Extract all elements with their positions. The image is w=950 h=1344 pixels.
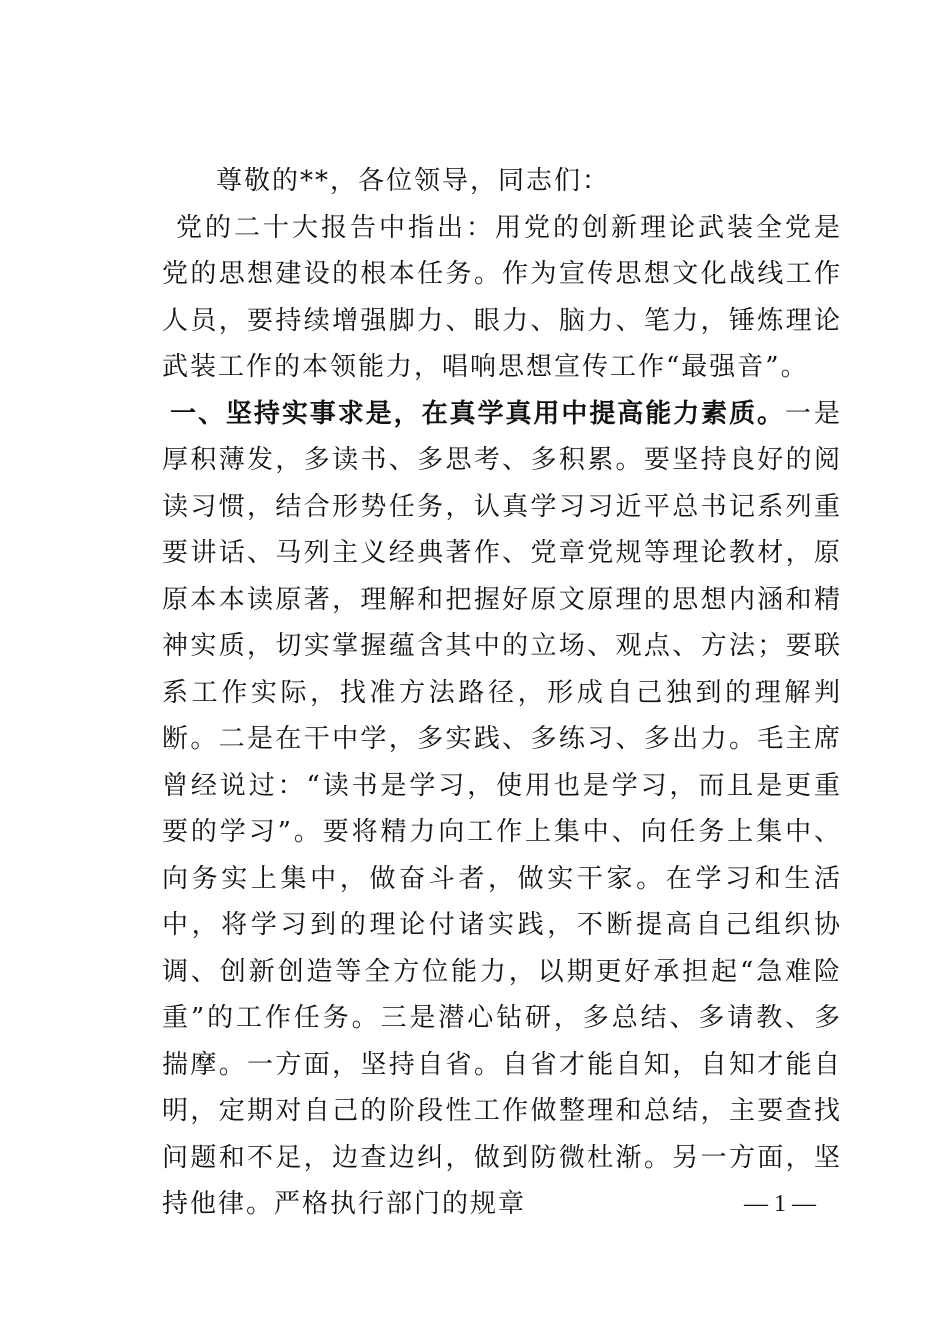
salutation: 尊敬的**，各位领导，同志们：: [216, 166, 611, 196]
section-one-paragraph: [162, 391, 842, 1228]
section-one-heading: 一、坚持实事求是，在真学真用中提高能力素质。: [170, 398, 786, 429]
intro-paragraph: 党的二十大报告中指出：用党的创新理论武装全党是党的思想建设的根本任务。作为宣传思想文化战线工作人员，要持续增强脚力、眼力、脑力、笔力，锤炼理论武装工作的本领能力，唱响思想宣传工作“最强音”。: [162, 212, 842, 382]
page-number: — 1 —: [744, 1191, 816, 1217]
document-body: [162, 158, 842, 1228]
section-one-body: 一是厚积薄发，多读书、多思考、多积累。要坚持良好的阅读习惯，结合形势任务，认真学习习近平总书记系列重要讲话、马列主义经典著作、党章党规等理论教材，原原本本读原著，理解和把握好原文原理的思想内涵和精神实质，切实掌握蕴含其中的立场、观点、方法；要联系工作实际，找准方法路径，形成自己独到的理解判断。二是在干中学，多实践、多练习、多出力。毛主席曾经说过：“读书是学习，使用也是学习，而且是更重要的学习”。要将精力向工作上集中、向任务上集中、向务实上集中，做奋斗者，做实干家。在学习和生活中，将学习到的理论付诸实践，不断提高自己组织协调、创新创造等全方位能力，以期更好承担起“急难险重”的工作任务。三是潜心钻研，多总结、多请教、多揣摩。一方面，坚持自省。自省才能自知，自知才能自明，定期对自己的阶段性工作做整理和总结，主要查找问题和不足，边查边纠，做到防微杜渐。另一方面，坚持他律。严格执行部门的规章: [162, 398, 842, 1219]
